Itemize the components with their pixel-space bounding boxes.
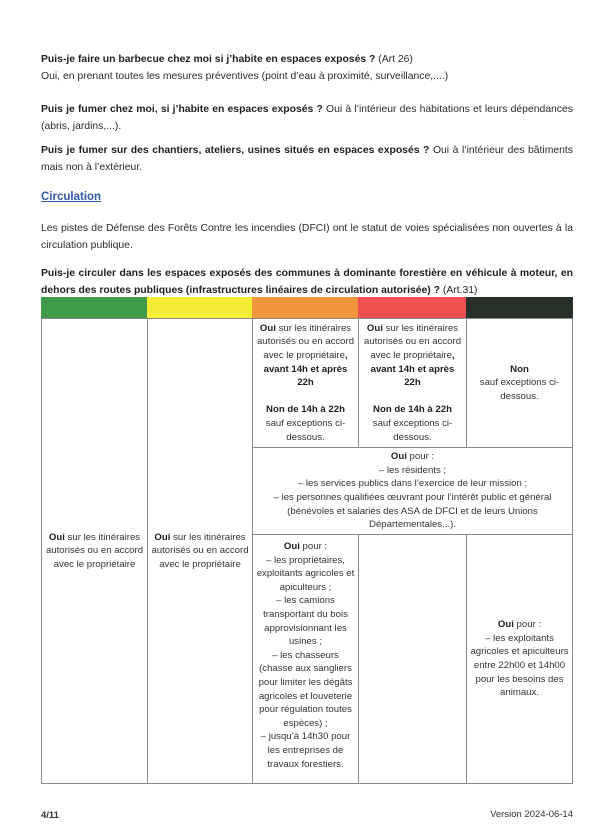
cell-merged-row2	[252, 447, 573, 535]
cell-yellow	[147, 318, 253, 784]
barbecue-block	[41, 52, 573, 85]
cell-green-strong: Oui	[48, 531, 65, 543]
smoke-sites-answer: Oui à l’intérieur des bâtiments mais non à l’extérieur.	[41, 145, 573, 173]
level-band-green	[41, 297, 147, 318]
cell-black-row1-text: sauf exceptions ci-dessous.	[479, 377, 560, 402]
cell-orange-row3	[252, 534, 359, 784]
cell-orange-row3-line: – les chasseurs (chasse aux sangliers pour limiter les dégâts agricoles et louveterie pour régulation toutes espèces) ;	[258, 649, 353, 729]
cell-orange-row3-text: pour :	[299, 541, 328, 552]
smoke-home-answer: Oui à l’intérieur des habitations et leurs dépendances (abris, jardins,...).	[41, 104, 573, 132]
cell-orange-row3-strong: Oui	[283, 541, 300, 552]
cell-black-row3-line: – les exploitants agricoles et apiculteurs entre 22h00 et 14h00 pour les besoins des animaux.	[470, 632, 569, 699]
version-label: Version 2024-06-14	[490, 809, 573, 820]
cell-red-row1-exceptions: sauf exceptions ci-dessous.	[372, 417, 453, 443]
circulation-question-text: Puis-je circuler dans les espaces exposés des communes à dominante forestière en véhicule à moteur, en dehors des routes publiques (infrastructures linéaires de circulation autorisée) ?	[41, 268, 573, 296]
cell-black-row3	[466, 534, 573, 784]
cell-orange-row1-exceptions: sauf exceptions ci-dessous.	[265, 417, 346, 443]
level-band-black	[466, 297, 573, 318]
barbecue-article: (Art 26)	[375, 54, 413, 65]
cell-orange-row1-hours: , avant 14h et après 22h	[263, 350, 348, 389]
level-band-orange	[252, 297, 358, 318]
cell-merged-row2-line: – les personnes qualifiées œuvrant pour l’intérêt public et général (bénévoles et salariés des ASA de DFCI et de leurs Unions Départementales...).	[273, 492, 552, 531]
cell-orange-row3-line: – les propriétaires, exploitants agricoles et apiculteurs ;	[256, 554, 355, 593]
smoke-home-question: Puis je fumer chez moi, si j’habite en espaces exposés ?	[41, 104, 323, 115]
cell-red-row1-text: sur les itinéraires autorisés ou en accord avec le propriétaire	[363, 322, 462, 362]
cell-red-row3	[358, 534, 467, 784]
cell-red-row1-non: Non de 14h à 22h	[373, 404, 452, 416]
circulation-heading: Circulation	[41, 191, 102, 203]
cell-green	[41, 318, 148, 784]
cell-green-text: sur les itinéraires autorisés ou en accord avec le propriétaire	[45, 531, 144, 570]
page-number: 4/11	[41, 810, 59, 821]
cell-orange-row1-text: sur les itinéraires autorisés ou en accord avec le propriétaire	[256, 322, 355, 362]
cell-black-row3-strong: Oui	[497, 619, 514, 631]
cell-merged-row2-line: – les services publics dans l’exercice de leur mission ;	[297, 478, 528, 490]
cell-merged-row2-text: pour :	[406, 451, 435, 463]
cell-black-row1-strong: Non	[510, 363, 529, 375]
barbecue-answer: Oui, en prenant toutes les mesures préventives (point d’eau à proximité, surveillance,....)	[41, 70, 449, 82]
cell-merged-row2-line: – les résidents ;	[378, 464, 447, 476]
cell-orange-row3-line: – jusqu’à 14h30 pour les entreprises de travaux forestiers.	[260, 731, 351, 770]
cell-merged-row2-strong: Oui	[390, 451, 407, 463]
cell-yellow-text: sur les itinéraires autorisés ou en accord avec le propriétaire	[151, 531, 249, 570]
cell-black-row3-text: pour :	[513, 619, 542, 631]
circulation-question-article: (Art.31)	[439, 284, 478, 296]
cell-red-row1-hours: , avant 14h et après 22h	[370, 350, 455, 389]
smoke-sites-question: Puis je fumer sur des chantiers, ateliers, usines situés en espaces exposés ?	[41, 145, 430, 156]
smoke-home-block	[41, 102, 573, 135]
risk-level-table	[41, 297, 573, 784]
circulation-question	[41, 266, 573, 299]
cell-black-row1	[466, 318, 573, 448]
level-band-yellow	[147, 297, 252, 318]
cell-red-row1	[358, 318, 467, 448]
cell-orange-row1	[252, 318, 359, 448]
cell-orange-row3-line: – les camions transportant du bois approvisionnant les usines ;	[263, 595, 348, 648]
circulation-paragraph: Les pistes de Défense des Forêts Contre les incendies (DFCI) ont le statut de voies spécialisées non ouvertes à la circulation publique.	[41, 223, 573, 251]
level-band-red	[358, 297, 466, 318]
smoke-sites-block	[41, 143, 573, 176]
cell-orange-row1-non: Non de 14h à 22h	[266, 404, 345, 416]
cell-orange-row1-strong: Oui	[259, 322, 276, 334]
cell-red-row1-strong: Oui	[366, 322, 383, 334]
cell-yellow-strong: Oui	[154, 531, 171, 543]
barbecue-question: Puis-je faire un barbecue chez moi si j’habite en espaces exposés ?	[41, 54, 376, 65]
